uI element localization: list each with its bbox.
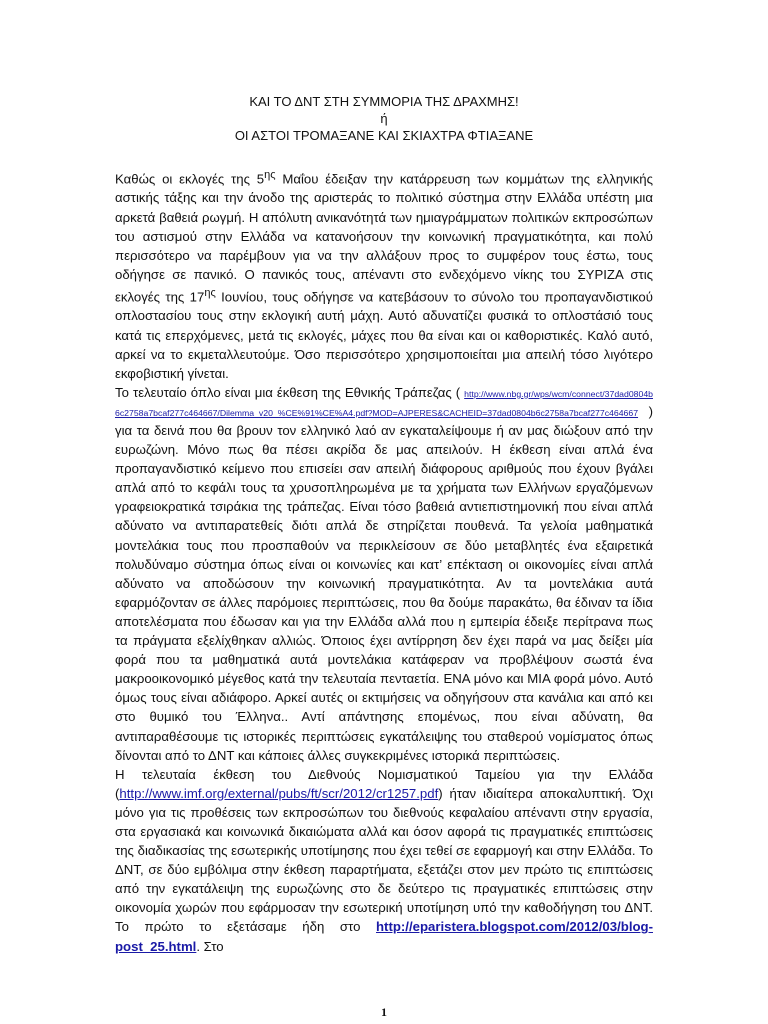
paragraph-2 bbox=[115, 383, 653, 765]
paragraph-3 bbox=[115, 765, 653, 956]
ordinal-suffix: ης bbox=[264, 169, 276, 181]
title-line-3: ΟΙ ΑΣΤΟΙ ΤΡΟΜΑΞΑΝΕ ΚΑΙ ΣΚΙΑΧΤΡΑ ΦΤΙΑΞΑΝΕ bbox=[234, 128, 534, 143]
paragraph-3-text-c: . Στο bbox=[196, 938, 224, 954]
paragraph-1-text-b: Μαΐου έδειξαν την κατάρρευση των κομμάτων της ελληνικής αστικής τάξης και την άνοδο της αριστεράς το πολιτικό σύστημα στην Ελλάδα υπέστη μια αρκετά βαθειά ρωγμή. Η απόλυτη ανικανότητά των ημιαγράμματων πολιτικών εκπροσώπων του αστισμού στην Ελλάδα να κατανοήσουν την κοινωνική πραγματικότητα, και πολύ περισσότερο να παρέμβουν για να την αλλάξουν προς το συμφέρον τους έστω, τους οδήγησε σε πανικό. Ο πανικός τους, απέναντι στο ενδεχόμενο νίκης του ΣΥΡΙΖΑ στις εκλογές της 17 bbox=[115, 171, 653, 305]
paragraph-3-text-b: ) ήταν ιδιαίτερα αποκαλυπτική. Όχι μόνο για τις προθέσεις των εκπροσώπων του διεθνούς κεφαλαίου απέναντι στην εργασία, στα εργασιακά και κοινωνικά δικαιώματα αλλά και όσον αφορά τις πραγματικές επιπτώσεις της διαδικασίας της εσωτερικής υποτίμησης που έχει τεθεί σε εφαρμογή και στην Ελλάδα. Το ΔΝΤ, σε δύο εμβόλιμα στην έκθεση παραρτήματα, εξετάζει στον μεν πρώτο τις επιπτώσεις από την εγκατάλειψη της ευρωζώνης στο δε δεύτερο τις πραγματικές επιπτώσεις στην οικονομία χωρών που εφάρμοσαν την εσωτερική υποτίμηση υπό την καθοδήγηση του ΔΝΤ. Το πρώτο το εξετάσαμε ήδη στο bbox=[115, 785, 653, 935]
ordinal-suffix: ης bbox=[204, 286, 216, 299]
page-number: 1 bbox=[381, 1005, 387, 1019]
title-line-2: ή bbox=[380, 111, 388, 126]
paragraph-2-text-b: ) για τα δεινά που θα βρουν τον ελληνικό λαό αν εγκαταλείψουμε ή αν μας διώξουν από την ευρωζώνη. Μόνο πως θα πέσει ακρίδα δε μας απειλούν. Η έκθεση είναι απλά ένα προπαγανδιστικό κείμενο που επισείει σαν απειλή διάφορους αριθμούς που έχουν βγάλει απλά από το κεφάλι τους τα χρυσοπληρωμένα με τα χρήματα των Ελλήνων εργαζόμενων γραφειοκρατικά τσιράκια της τράπεζας. Είναι τόσο βαθειά αντιεπιστημονική που είναι απλά αδύνατο να αντιπαρατεθείς διότι απλά δε στηρίζεται πουθενά. Τα γελοία μαθηματικά μοντελάκια τους που προσπαθούν να περικλείσουν σε δύο μεταβλητές ένα εξαιρετικά πολυδύναμο σύστημα όπως είναι οι κοινωνίες και κατ’ επέκταση οι οικονομίες είναι απλά αδύνατο να αποδώσουν την κοινωνική πραγματικότητα. Αν τα μοντελάκια αυτά εφαρμόζονταν σε άλλες παρόμοιες περιπτώσεις, που θα δούμε παρακάτω, θα έδιναν τα ίδια αποτελέσματα που έδωσαν και για την Ελλάδα αλλά που η εμπειρία έδειξε περίτρανα πως τα πράγματα εξελίχθηκαν αλλιώς. Όποιος έχει αντίρρηση δεν έχει παρά να μας δείξει μία φορά που τα μαθηματικά αυτά μοντελάκια κατάφεραν να προβλέψουν σωστά ένα μακροοικονομικό μέγεθος κατά την τελευταία πενταετία. ΕΝΑ μόνο και ΜΙΑ φορά μόνο. Αυτό όμως τους είναι αδιάφορο. Αρκεί αυτές οι εκτιμήσεις να οδηγήσουν στα κανάλια και από κει στο θυμικό του Έλληνα.. Αντί απάντησης επομένως, που είναι αδύνατη, θα αντιπαραθέσουμε τις ιστορικές περιπτώσεις εγκατάλειψης του σταθερού νομίσματος όπως δίνονται από το ΔΝΤ και κάποιες άλλες συγκεκριμένες ιστορικά περιπτώσεις. bbox=[115, 403, 653, 763]
paragraph-1-text-a: Καθώς οι εκλογές της 5 bbox=[115, 171, 265, 187]
nbg-report-link[interactable]: http://www.nbg.gr/wps/wcm/connect/37dad0804b6c2758a7bcaf277c464667/Dilemma_v20_%CE%91%CE%A4.pdf?MOD=AJPERES&CACHEID=37dad0804b6c2758a7bcaf277c464667 bbox=[115, 388, 653, 418]
paragraph-1 bbox=[115, 166, 653, 383]
title-line-1: ΚΑΙ ΤΟ ΔΝΤ ΣΤΗ ΣΥΜΜΟΡΙΑ ΤΗΣ ΔΡΑΧΜΗΣ! bbox=[249, 94, 519, 109]
document-title bbox=[115, 93, 653, 144]
paragraph-3-text-a: Η τελευταία έκθεση του Διεθνούς Νομισματικού Ταμείου για την Ελλάδα ( bbox=[115, 766, 653, 801]
paragraph-1-text-c: Ιουνίου, τους οδήγησε να κατεβάσουν το σύνολο του προπαγανδιστικού οπλοστασίου τους στην εκλογική αυτή μάχη. Αυτό αδυνατίζει φυσικά το οπλοστάσιό τους κατά τις επερχόμενες, μετά τις εκλογές, μάχες που θα είναι και οι καθοριστικές. Καλό αυτό, αρκεί να το εκμεταλλευτούμε. Όσο περισσότερο χρησιμοποιείται μια απειλή τόσο λιγότερο εκφοβιστική γίνεται. bbox=[115, 289, 653, 381]
eparistera-blog-link[interactable]: http://eparistera.blogspot.com/2012/03/blog-post_25.html bbox=[115, 919, 653, 954]
paragraph-2-text-a: Το τελευταίο όπλο είναι μια έκθεση της Εθνικής Τράπεζας ( bbox=[115, 384, 465, 400]
article-body bbox=[115, 166, 653, 956]
imf-report-link[interactable]: http://www.imf.org/external/pubs/ft/scr/2012/cr1257.pdf bbox=[119, 785, 439, 801]
